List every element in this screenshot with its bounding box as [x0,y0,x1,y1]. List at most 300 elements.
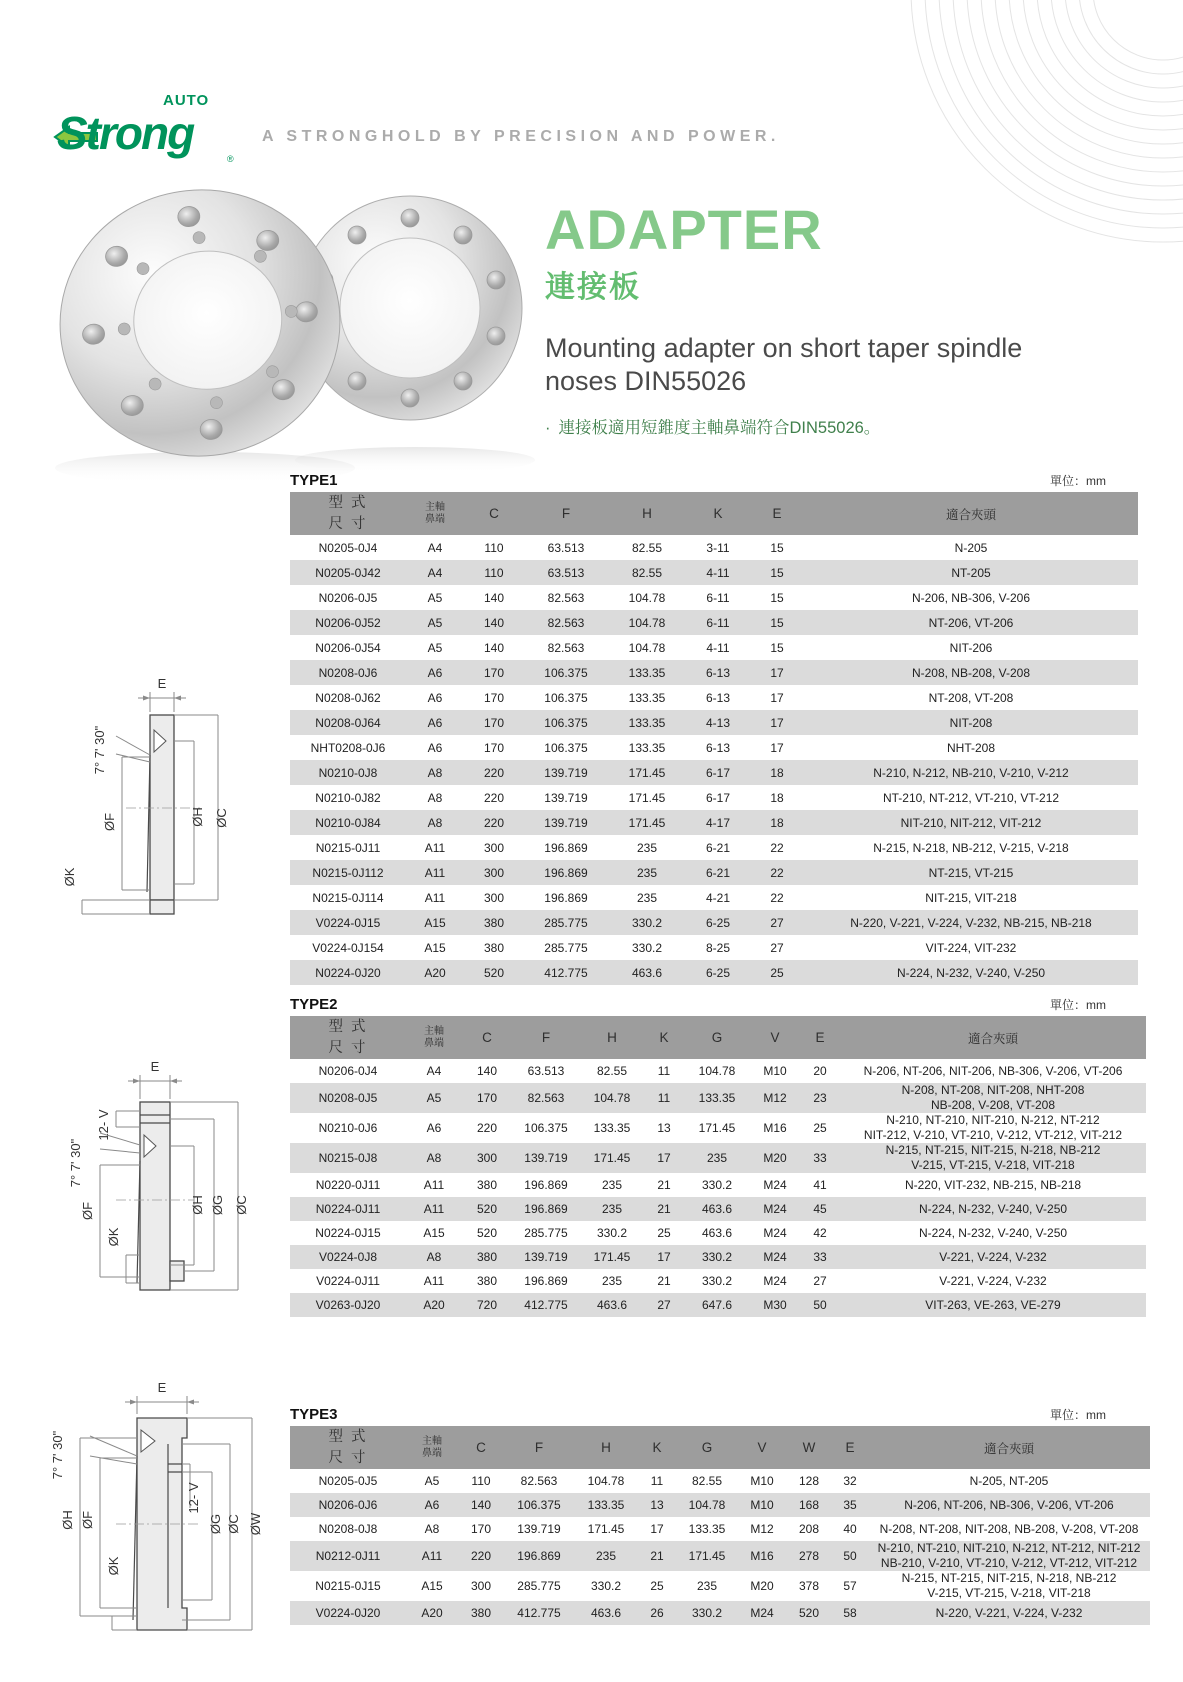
value-cell: 520 [462,1197,512,1221]
value-cell: 330.2 [631,940,663,955]
type2-section [290,996,1123,1317]
value-cell: 82.563 [520,1474,558,1488]
value-cell: A8 [424,1522,440,1536]
value-cell: 140 [464,610,524,635]
value-cell: 4-13 [686,710,750,735]
value-cell: 104.78 [698,1064,736,1078]
value-cell: 170 [464,660,524,685]
value-cell: 520 [476,1226,498,1240]
value-cell: 220 [464,760,524,785]
chuck-cell: NIT-210, NIT-212, VIT-212 [804,810,1138,835]
value-cell: A11 [406,1541,458,1571]
chuck-cell: NT-206, VT-206 [804,610,1138,635]
registered-mark: ® [227,154,234,164]
value-cell: 82.55 [608,560,686,585]
type2-label: TYPE2 [290,996,338,1013]
value-cell: 11 [650,1474,664,1488]
value-cell: 235 [684,1143,750,1173]
note-line [545,414,1105,438]
value-cell: 25 [750,960,804,985]
value-cell: A5 [406,610,464,635]
dim-label-e: E [157,1380,167,1395]
chuck-cell: NT-205 [804,560,1138,585]
value-cell: 133.35 [628,690,666,705]
value-cell: M10 [750,1474,774,1488]
brand-tagline: A STRONGHOLD BY PRECISION AND POWER. [262,128,780,145]
value-cell: 106.375 [524,660,608,685]
value-cell: 18 [770,790,784,805]
value-cell: A6 [426,1121,442,1135]
table-row [290,585,1138,610]
value-cell: 139.719 [524,810,608,835]
value-cell: 128 [798,1474,820,1488]
value-cell: 139.719 [544,790,588,805]
model-cell: N0205-0J42 [290,560,406,585]
value-cell: 104.78 [608,610,686,635]
value-cell: 22 [750,860,804,885]
value-cell: 235 [636,840,658,855]
table-row [290,1083,1146,1113]
chuck-cell: N-205 [954,540,988,555]
value-cell: 25 [657,1226,671,1240]
value-cell: 330.2 [590,1579,622,1593]
value-cell: A6 [406,710,464,735]
value-cell: 106.375 [544,690,588,705]
subtitle: Mounting adapter on short taper spindle noses DIN55026 [545,333,1023,396]
value-cell: 17 [644,1245,684,1269]
table-row [290,1245,1146,1269]
col-header: K [686,492,750,535]
value-cell: 82.563 [512,1083,580,1113]
col-header: F [504,1426,574,1469]
value-cell: 139.719 [512,1245,580,1269]
col-header: H [574,1426,638,1469]
dim-label-angle: 7° 7' 30" [68,1138,83,1188]
value-cell: 520 [786,1601,832,1625]
value-cell: A11 [406,860,464,885]
model-cell: V0224-0J15 [290,910,406,935]
dim-label-e: E [157,676,167,691]
value-cell: 106.375 [524,710,608,735]
value-cell: 330.2 [608,910,686,935]
col-header: K [638,1426,676,1469]
value-cell: M10 [738,1493,786,1517]
model-col-header: 型 式 尺 寸 [290,492,406,535]
value-cell: 171.45 [608,760,686,785]
dim-label-angle: 7° 7' 30" [50,1430,65,1480]
product-photo [45,178,555,488]
model-cell: N0210-0J82 [315,790,381,805]
col-header: F [512,1016,580,1059]
value-cell: A8 [406,1245,462,1269]
chuck-cell: NHT-208 [946,740,996,755]
value-cell: A5 [427,640,443,655]
chuck-cell: V-221, V-224, V-232 [939,1274,1047,1288]
value-cell: A11 [424,890,446,905]
dim-label-w: ØW [248,1512,263,1536]
col-header: V [738,1426,786,1469]
value-cell: A8 [406,760,464,785]
logo-text: Strong [57,107,194,159]
chuck-cell: N-210, N-212, NB-210, V-210, V-212 [804,760,1138,785]
dim-label-h: ØH [60,1510,75,1530]
value-cell: 18 [750,760,804,785]
table-row [290,810,1138,835]
value-cell: 6-21 [705,840,731,855]
value-cell: 170 [483,690,505,705]
col-header: C [462,1016,512,1059]
value-cell: 330.2 [676,1601,738,1625]
value-cell: 285.775 [544,940,588,955]
dim-label-k: ØK [62,867,77,887]
chuck-cell: NIT-215, VIT-218 [925,890,1017,905]
model-col-header: 型 式 尺 寸 [290,1426,406,1469]
value-cell: 6-11 [706,590,730,605]
value-cell: A20 [406,1601,458,1625]
dim-label-f: ØF [80,1510,95,1530]
type1-label: TYPE1 [290,472,338,489]
table-row [290,735,1138,760]
chuck-cell: N-220, V-221, V-224, V-232 [868,1601,1150,1625]
value-cell: 196.869 [524,1274,568,1288]
chuck-cell: NT-215, VT-215 [804,860,1138,885]
value-cell: 139.719 [517,1522,561,1536]
col-header: E [800,1016,840,1059]
type2-table [290,1016,1146,1317]
value-cell: A8 [427,790,443,805]
dim-label-v: 12- V [186,1482,201,1514]
value-cell: A6 [427,740,443,755]
col-header: K [644,1016,684,1059]
value-cell: 300 [483,840,505,855]
col-header: H [580,1016,644,1059]
value-cell: 6-21 [686,860,750,885]
value-cell: 22 [770,840,784,855]
model-cell: N0215-0J15 [315,1579,381,1593]
dim-label-v: 12- V [96,1109,111,1141]
value-cell: 330.2 [596,1226,628,1240]
adapter-ring-left [47,178,353,470]
value-cell: 285.775 [524,1226,568,1240]
model-cell: N0224-0J20 [290,960,406,985]
value-cell: 133.35 [628,740,666,755]
value-cell: 15 [770,590,784,605]
model-cell: N0208-0J64 [290,710,406,735]
dim-label-g: ØG [208,1513,223,1535]
dim-label-c: ØC [214,808,229,828]
value-cell: 171.45 [628,790,666,805]
model-cell: N0206-0J52 [290,610,406,635]
type3-drawing [28,1368,288,1678]
value-cell: 463.6 [701,1226,733,1240]
value-cell: M12 [750,1522,774,1536]
value-cell: M16 [738,1541,786,1571]
value-cell: 11 [657,1064,671,1078]
value-cell: 140 [483,590,505,605]
value-cell: 140 [476,1064,498,1078]
table-row [290,635,1138,660]
value-cell: 171.45 [580,1245,644,1269]
type3-table [290,1426,1150,1625]
model-cell: N0208-0J8 [318,1522,378,1536]
model-cell: N0205-0J4 [318,540,378,555]
value-cell: 4-21 [705,890,731,905]
chuck-cell: N-206, NT-206, NB-306, V-206, VT-206 [868,1493,1150,1517]
value-cell: 170 [483,740,505,755]
value-cell: 15 [770,640,784,655]
table-row [290,660,1138,685]
model-cell: V0224-0J8 [290,1245,406,1269]
model-cell: NHT0208-0J6 [310,740,386,755]
model-cell: N0208-0J5 [290,1083,406,1113]
value-cell: 21 [644,1197,684,1221]
table-row [290,1221,1146,1245]
value-cell: M24 [763,1226,787,1240]
value-cell: 330.2 [701,1178,733,1192]
col-header: 適合夾頭 [868,1426,1150,1469]
value-cell: 235 [636,890,658,905]
value-cell: 21 [657,1274,671,1288]
chuck-cell: N-215, NT-215, NIT-215, N-218, NB-212 V-215, VT-215, V-218, VIT-218 [901,1571,1117,1600]
value-cell: 20 [813,1064,827,1078]
value-cell: 82.55 [631,540,663,555]
value-cell: 17 [750,660,804,685]
value-cell: 6-13 [686,660,750,685]
chuck-cell: N-220, V-221, V-224, V-232, NB-215, NB-218 [804,910,1138,935]
chuck-cell: VIT-263, VE-263, VE-279 [840,1293,1146,1317]
value-cell: M24 [738,1601,786,1625]
value-cell: 133.35 [684,1083,750,1113]
chuck-cell: N-208, NB-208, V-208 [804,660,1138,685]
value-cell: M30 [750,1293,800,1317]
value-cell: 63.513 [547,540,585,555]
dim-label-f: ØF [80,1201,95,1221]
value-cell: 104.78 [587,1474,625,1488]
value-cell: A6 [427,690,443,705]
value-cell: 520 [464,960,524,985]
value-cell: 15 [750,610,804,635]
chuck-cell: NT-208, VT-208 [928,690,1014,705]
value-cell: 220 [464,810,524,835]
chuck-cell: VIT-224, VIT-232 [925,940,1017,955]
value-cell: 6-13 [705,740,731,755]
model-cell: N0205-0J5 [318,1474,378,1488]
value-cell: 82.55 [596,1064,628,1078]
table-row [290,1541,1150,1571]
value-cell: 412.775 [512,1293,580,1317]
value-cell: 58 [832,1601,868,1625]
value-cell: A20 [406,960,464,985]
value-cell: 285.775 [524,910,608,935]
model-cell: V0224-0J154 [312,940,384,955]
table-row [290,1269,1146,1293]
value-cell: A4 [426,1064,442,1078]
value-cell: 140 [483,640,505,655]
value-cell: 27 [770,940,784,955]
value-cell: 50 [832,1541,868,1571]
note-bullet: · [545,418,551,437]
value-cell: 82.563 [547,640,585,655]
model-cell: N0220-0J11 [315,1178,381,1192]
value-cell: 463.6 [608,960,686,985]
table-row [290,1493,1150,1517]
col-header: V [750,1016,800,1059]
table-row [290,560,1138,585]
table-row [290,960,1138,985]
col-header: 主軸 鼻端 [406,492,464,535]
value-cell: 380 [476,1178,498,1192]
model-cell: N0210-0J6 [318,1121,378,1135]
value-cell: A4 [427,540,443,555]
value-cell: A5 [406,1083,462,1113]
value-cell: A11 [424,840,446,855]
value-cell: 6-13 [705,690,731,705]
value-cell: 106.375 [544,740,588,755]
value-cell: A11 [406,1197,462,1221]
value-cell: 378 [798,1579,820,1593]
chuck-cell: N-220, VIT-232, NB-215, NB-218 [904,1178,1082,1192]
hero-text-block [545,198,1105,438]
chuck-cell: V-221, V-224, V-232 [840,1245,1146,1269]
col-header: H [608,492,686,535]
value-cell: A15 [423,1226,445,1240]
table-row [290,860,1138,885]
chuck-cell: N-210, NT-210, NIT-210, N-212, NT-212 NIT-212, V-210, VT-210, V-212, VT-212, VIT-212 [863,1113,1123,1142]
model-cell: V0263-0J20 [290,1293,406,1317]
value-cell: 170 [470,1522,492,1536]
model-cell: N0212-0J11 [290,1541,406,1571]
value-cell: 235 [601,1274,623,1288]
unit-label: 單位：mm [1050,1408,1106,1422]
unit-label: 單位：mm [1050,474,1106,488]
header-row [290,1016,1146,1059]
chuck-cell: N-215, NT-215, NIT-215, N-218, NB-212 V-215, VT-215, V-218, VIT-218 [840,1143,1146,1173]
table-row [290,910,1138,935]
value-cell: 106.375 [524,1121,568,1135]
model-cell: N0210-0J84 [290,810,406,835]
model-cell: N0206-0J54 [315,640,381,655]
value-cell: 196.869 [544,890,588,905]
value-cell: 140 [458,1493,504,1517]
dim-label-f: ØF [102,812,117,832]
table-row [290,535,1138,560]
model-cell: N0224-0J15 [315,1226,381,1240]
model-cell: V0224-0J11 [316,1274,380,1288]
table-row [290,935,1138,960]
value-cell: M24 [763,1178,787,1192]
type3-label: TYPE3 [290,1406,338,1423]
value-cell: 380 [476,1274,498,1288]
value-cell: 17 [750,710,804,735]
chuck-cell: N-224, N-232, V-240, V-250 [804,960,1138,985]
value-cell: 104.78 [628,590,666,605]
value-cell: 25 [813,1121,827,1135]
value-cell: 196.869 [544,840,588,855]
page-title-zh: 連接板 [545,271,641,304]
value-cell: M12 [750,1083,800,1113]
value-cell: 235 [574,1541,638,1571]
value-cell: M24 [750,1197,800,1221]
value-cell: 196.869 [524,860,608,885]
value-cell: 330.2 [701,1274,733,1288]
value-cell: 220 [476,1121,498,1135]
chuck-cell: N-224, N-232, V-240, V-250 [840,1197,1146,1221]
table-row [290,1113,1146,1143]
col-header: C [464,492,524,535]
value-cell: 412.775 [524,960,608,985]
value-cell: A5 [424,1474,440,1488]
value-cell: 17 [644,1143,684,1173]
chuck-cell: NIT-208 [804,710,1138,735]
value-cell: 6-17 [686,760,750,785]
value-cell: A11 [423,1178,445,1192]
value-cell: 104.78 [580,1083,644,1113]
value-cell: 285.775 [517,1579,561,1593]
header-row [290,1426,1150,1469]
value-cell: 63.513 [527,1064,565,1078]
dim-label-k: ØK [106,1556,121,1576]
value-cell: 82.55 [691,1474,723,1488]
value-cell: 647.6 [684,1293,750,1317]
value-cell: 17 [770,740,784,755]
value-cell: 110 [464,560,524,585]
table-row [290,710,1138,735]
value-cell: 380 [464,910,524,935]
value-cell: A15 [421,1579,443,1593]
type1-section [290,472,1106,985]
table-row [290,1197,1146,1221]
model-cell: N0224-0J11 [290,1197,406,1221]
model-cell: N0215-0J112 [290,860,406,885]
value-cell: 235 [601,1178,623,1192]
value-cell: 133.35 [688,1522,726,1536]
value-cell: 13 [657,1121,671,1135]
value-cell: 42 [813,1226,827,1240]
type1-table [290,492,1138,985]
header-row [290,492,1138,535]
value-cell: 27 [750,910,804,935]
value-cell: A15 [406,910,464,935]
dim-label-e: E [150,1059,160,1074]
value-cell: 171.45 [676,1541,738,1571]
page-title: ADAPTER [545,198,823,261]
value-cell: 25 [650,1579,664,1593]
value-cell: 21 [657,1178,671,1192]
model-cell: N0210-0J8 [290,760,406,785]
col-header: 適合夾頭 [804,492,1138,535]
dim-label-c: ØC [234,1195,249,1215]
col-header: G [684,1016,750,1059]
type2-drawing [52,1015,282,1305]
table-row [290,1293,1146,1317]
value-cell: A5 [427,590,443,605]
chuck-cell: N-206, NT-206, NIT-206, NB-306, V-206, VT-206 [863,1064,1123,1078]
value-cell: 27 [644,1293,684,1317]
model-cell: N0215-0J114 [312,890,384,905]
dim-label-k: ØK [106,1227,121,1247]
value-cell: 133.35 [608,710,686,735]
col-header: F [524,492,608,535]
model-cell: N0206-0J6 [290,1493,406,1517]
model-cell: N0206-0J4 [318,1064,378,1078]
value-cell: 235 [580,1197,644,1221]
table-row [290,1469,1150,1493]
table-row [290,885,1138,910]
col-header: 適合夾頭 [840,1016,1146,1059]
value-cell: 463.6 [574,1601,638,1625]
value-cell: A15 [424,940,446,955]
value-cell: 6-11 [686,610,750,635]
